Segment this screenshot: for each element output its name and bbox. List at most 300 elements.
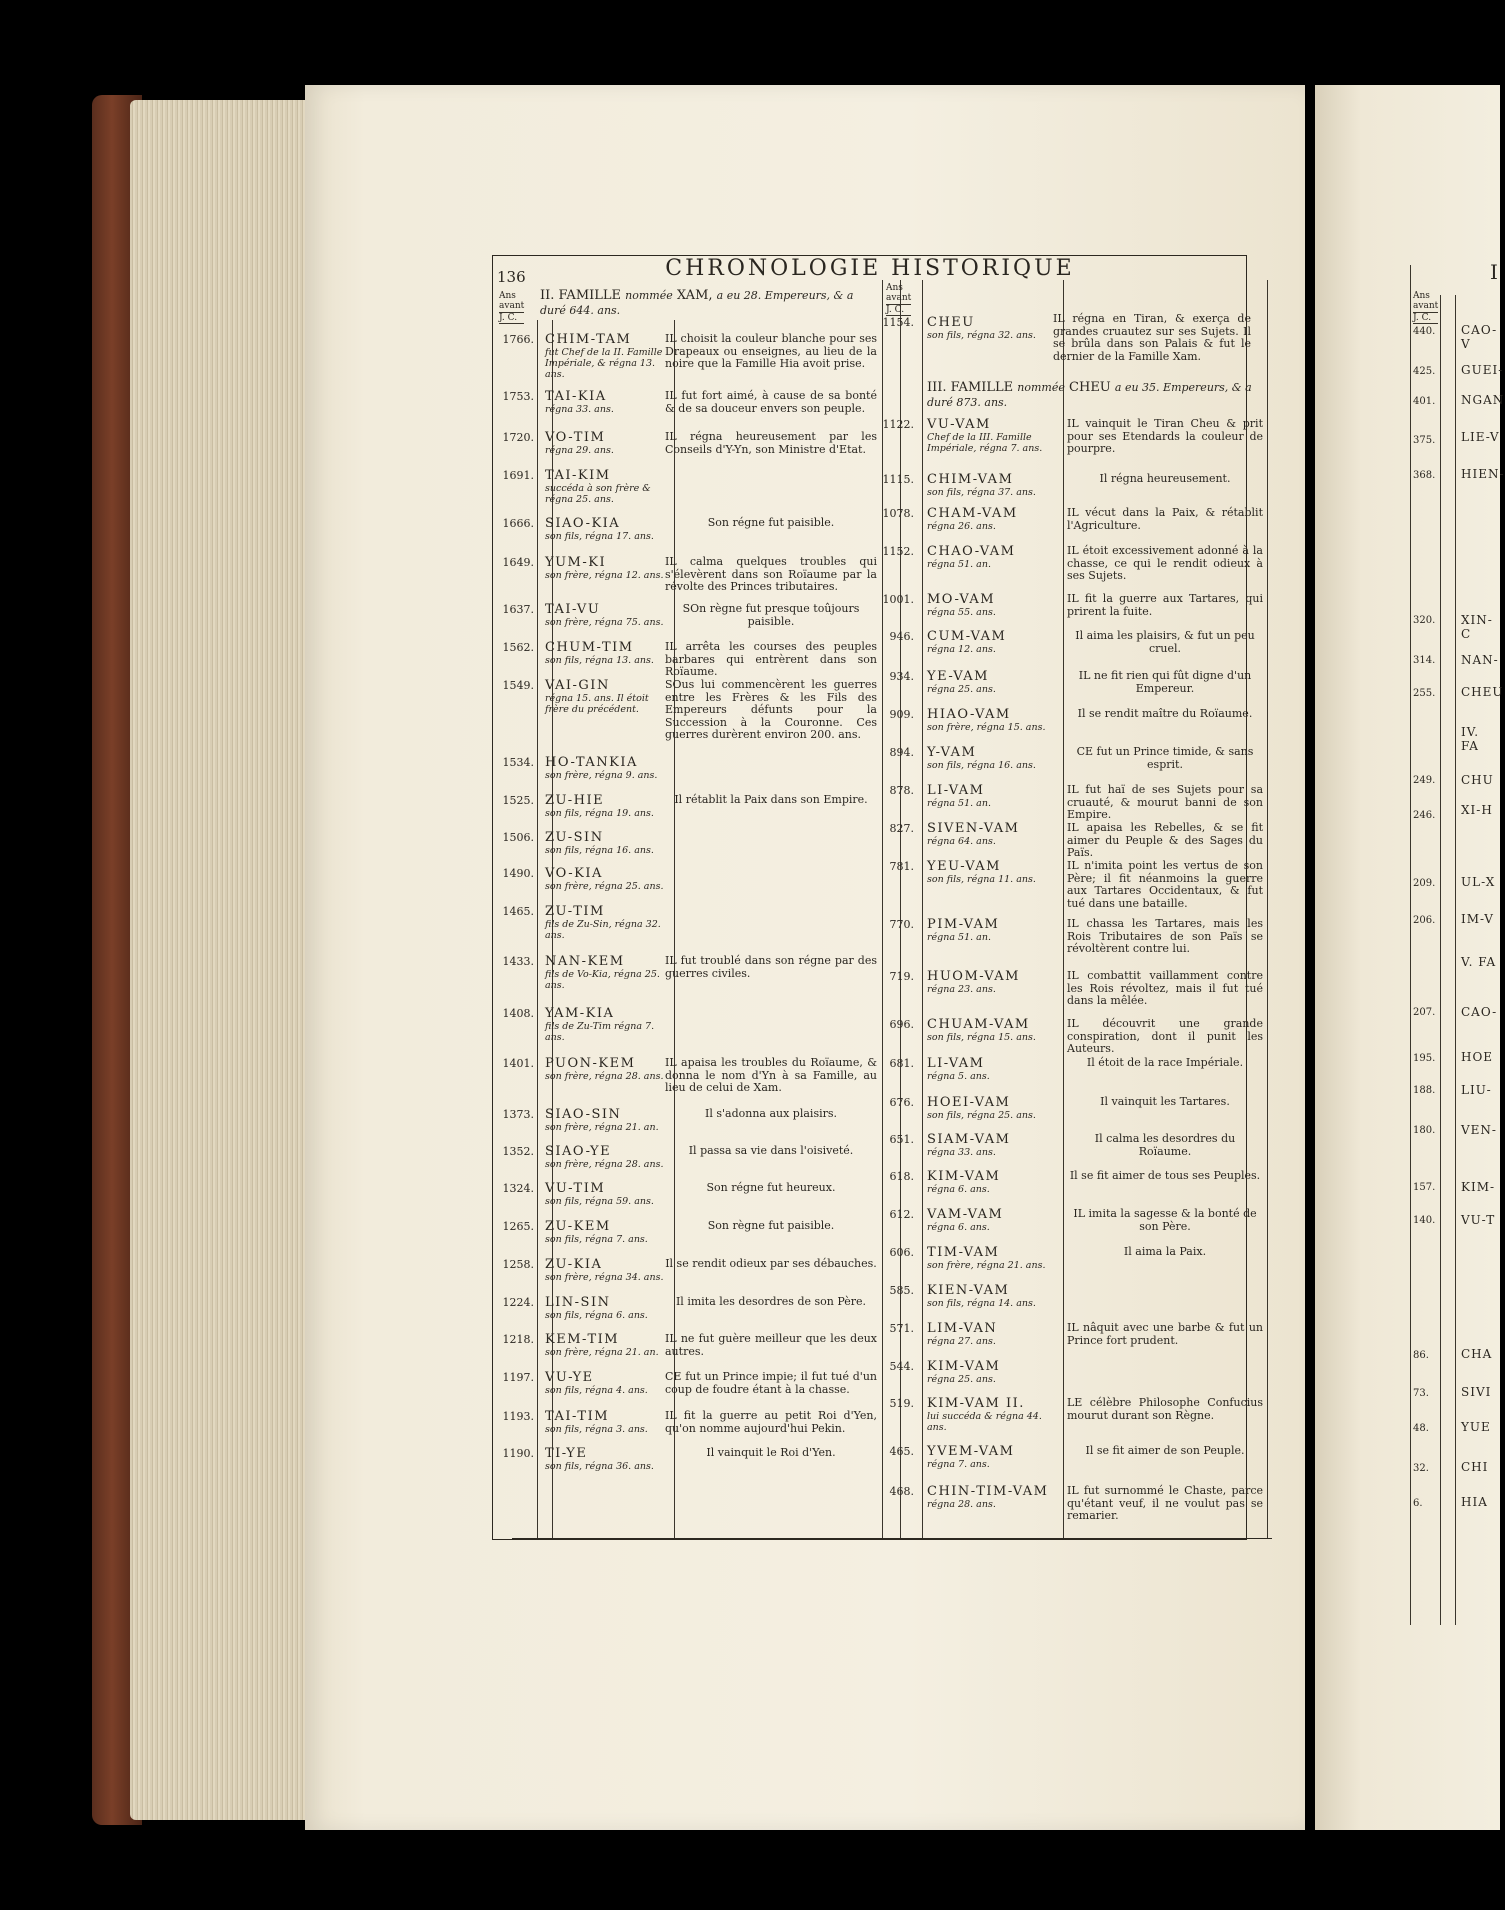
- entry-name-block: [927, 593, 1062, 618]
- entry-name: LI-VAM: [927, 783, 985, 798]
- facing-year: 314.: [1413, 655, 1436, 666]
- entry-reign: son frère, régna 75. ans.: [545, 617, 664, 628]
- entry-year: 1666.: [502, 517, 534, 530]
- entry-text: IL apaisa les troubles du Roïaume, & donna le nom d'Yn à sa Famille, au lieu de celui de Xam.: [665, 1056, 877, 1094]
- entry-year: 1193.: [502, 1410, 534, 1423]
- entry-name: VU-YE: [545, 1370, 594, 1385]
- entry-name-block: [927, 473, 1062, 498]
- entry-reign: son fils, régna 11. ans.: [927, 874, 1036, 885]
- entry-name-block: [545, 469, 673, 505]
- entry-name-block: [927, 746, 1062, 771]
- entry-name: CHAO-VAM: [927, 544, 1016, 559]
- facing-name: CHA: [1461, 1347, 1493, 1361]
- facing-year: 6.: [1413, 1498, 1423, 1509]
- facing-name: CAO-: [1461, 1005, 1498, 1019]
- right-col-header: [886, 283, 911, 316]
- entry-name: HUOM-VAM: [927, 969, 1020, 984]
- entry-text: Il régna heureusement.: [1099, 472, 1231, 485]
- entry-name: TIM-VAM: [927, 1245, 1000, 1260]
- entry-name: CUM-VAM: [927, 629, 1007, 644]
- entry-name-block: [545, 1258, 673, 1283]
- entry-reign: son fils, régna 6. ans.: [545, 1310, 648, 1321]
- entry-name-block: [927, 1284, 1062, 1309]
- entry-name-block: [927, 1360, 1062, 1385]
- entry-year: 1401.: [502, 1057, 534, 1070]
- facing-name: GUEI-: [1461, 363, 1504, 377]
- entry-reign: son fils, régna 15. ans.: [927, 1032, 1036, 1043]
- entry-text: Il calma les desordres du Roïaume.: [1094, 1132, 1236, 1158]
- facing-year: 368.: [1413, 470, 1436, 481]
- entry-reign: régna 64. ans.: [927, 836, 996, 847]
- entry-year: 770.: [889, 918, 914, 931]
- entry-name-block: [545, 1108, 673, 1133]
- entry-name: PUON-KEM: [545, 1056, 636, 1071]
- entry-year: 878.: [889, 784, 914, 797]
- entry-name-block: [545, 1296, 673, 1321]
- entry-reign: régna 33. ans.: [927, 1147, 996, 1158]
- entry-reign: régna 33. ans.: [545, 404, 614, 415]
- entry-name-block: [927, 822, 1062, 847]
- col-header-line1: Ans: [886, 283, 903, 293]
- entry-year: 544.: [889, 1360, 914, 1373]
- entry-year: 1224.: [502, 1296, 534, 1309]
- entry-reign: succéda à son frère & régna 25. ans.: [545, 483, 651, 505]
- family-details: a eu 35. Empereurs, & a duré 873. ans.: [927, 381, 1252, 409]
- entry-name-block: [927, 1096, 1062, 1121]
- entry-year: 1408.: [502, 1007, 534, 1020]
- entry-name-block: [545, 1220, 673, 1245]
- entry-year: 571.: [889, 1322, 914, 1335]
- entry-year: 1352.: [502, 1145, 534, 1158]
- entry-name-block: [927, 1445, 1062, 1470]
- facing-name: IV. FA: [1461, 725, 1480, 753]
- entry-text: Il aima la Paix.: [1123, 1245, 1207, 1258]
- facing-name: YUE: [1461, 1420, 1491, 1434]
- col-header-line1: Ans: [1413, 291, 1430, 301]
- entry-name: VAM-VAM: [927, 1207, 1004, 1222]
- entry-name: VU-TIM: [545, 1181, 606, 1196]
- entry-year: 1549.: [502, 679, 534, 692]
- facing-year: 375.: [1413, 435, 1436, 446]
- facing-name: LIE-V: [1461, 430, 1500, 444]
- entry-year: 1197.: [502, 1371, 534, 1384]
- facing-name: NGAN: [1461, 393, 1505, 407]
- family-name: II. FAMILLE: [540, 288, 622, 303]
- facing-name: XIN-C: [1461, 613, 1493, 641]
- col-header-line3: J. C.: [499, 312, 524, 324]
- family-header-ii: [540, 288, 875, 318]
- entry-name-block: [545, 679, 673, 715]
- facing-header-letter: I: [1490, 260, 1499, 284]
- facing-col-header: [1413, 291, 1438, 324]
- entry-name-block: [927, 1397, 1062, 1433]
- entry-text: IL étoit excessivement adonné à la chasse, ce qui le rendit odieux à ses Sujets.: [1067, 544, 1263, 582]
- entry-year: 1720.: [502, 431, 534, 444]
- facing-page: [1315, 85, 1505, 1830]
- entry-reign: son fils, régna 4. ans.: [545, 1385, 648, 1396]
- entry-name-block: [545, 1333, 673, 1358]
- entry-text: IL fut haï de ses Sujets pour sa cruauté, & mourut banni de son Empire.: [1067, 783, 1263, 821]
- entry-text: IL fut surnommé le Chaste, parce qu'étant veuf, il ne voulut pas se remarier.: [1067, 1484, 1263, 1522]
- entry-name: VAI-GIN: [545, 678, 610, 693]
- page-number: 136: [497, 268, 526, 286]
- entry-name-block: [927, 918, 1062, 943]
- entry-reign: régna 25. ans.: [927, 684, 996, 695]
- entry-name-block: [545, 1182, 673, 1207]
- entry-name: CHAM-VAM: [927, 506, 1018, 521]
- entry-text: IL n'imita point les vertus de son Père; il fit néanmoins la guerre aux Tartares Occidentaux, & fut tué dans une bataille.: [1067, 859, 1263, 910]
- entry-name: YVEM-VAM: [927, 1444, 1015, 1459]
- entry-name: KIM-VAM: [927, 1359, 1001, 1374]
- entry-year: 606.: [889, 1246, 914, 1259]
- facing-year: 48.: [1413, 1423, 1429, 1434]
- entry-text: IL ne fut guère meilleur que les deux autres.: [665, 1332, 877, 1358]
- entry-name-block: [927, 1208, 1062, 1233]
- entry-name: SIAM-VAM: [927, 1132, 1011, 1147]
- page-title: CHRONOLOGIE HISTORIQUE: [665, 256, 1075, 281]
- entry-year: 1506.: [502, 831, 534, 844]
- entry-reign: régna 51. an.: [927, 559, 991, 570]
- entry-name: SIVEN-VAM: [927, 821, 1020, 836]
- entry-text: Il imita les desordres de son Père.: [675, 1295, 867, 1308]
- entry-text: IL régna en Tiran, & exerça de grandes cruautez sur ses Sujets. Il se brûla dans son Palais & fut le dernier de la Famille Xam.: [1053, 312, 1251, 363]
- entry-year: 1490.: [502, 867, 534, 880]
- entry-name: SIAO-SIN: [545, 1107, 622, 1122]
- facing-name: SIVI: [1461, 1385, 1492, 1399]
- entry-year: 827.: [889, 822, 914, 835]
- entry-year: 934.: [889, 670, 914, 683]
- entry-reign: régna 7. ans.: [927, 1459, 990, 1470]
- entry-name: YE-VAM: [927, 669, 989, 684]
- facing-year: 207.: [1413, 1007, 1436, 1018]
- entry-text: Il se fit aimer de son Peuple.: [1085, 1444, 1245, 1457]
- col-header-line2: avant: [886, 293, 912, 303]
- entry-name-block: [927, 507, 1062, 532]
- col-header-line1: Ans: [499, 291, 516, 301]
- entry-year: 1218.: [502, 1333, 534, 1346]
- entry-name-block: [927, 630, 1062, 655]
- entry-name: LIM-VAN: [927, 1321, 998, 1336]
- entry-year: 612.: [889, 1208, 914, 1221]
- entry-name-block: [545, 1371, 673, 1396]
- entry-year: 1525.: [502, 794, 534, 807]
- entry-name-block: [927, 418, 1062, 454]
- facing-name: VEN-: [1461, 1123, 1497, 1137]
- entry-name-block: [545, 794, 673, 819]
- entry-name-block: [545, 641, 673, 666]
- bottom-rule: [512, 1538, 1272, 1539]
- entry-reign: régna 23. ans.: [927, 984, 996, 995]
- entry-name-block: [545, 390, 673, 415]
- entry-name-block: [927, 545, 1062, 570]
- facing-name: HOE: [1461, 1050, 1494, 1064]
- entry-name-block: [545, 955, 673, 991]
- entry-reign: son frère, régna 28. ans.: [545, 1071, 664, 1082]
- entry-name-block: [545, 603, 673, 628]
- facing-year: 249.: [1413, 775, 1436, 786]
- entry-text: IL imita la sagesse & la bonté de son Père.: [1073, 1207, 1257, 1233]
- entry-reign: fils de Vo-Kia, régna 25. ans.: [545, 969, 660, 991]
- facing-col-rule: [1440, 295, 1441, 1625]
- entry-name: KEM-TIM: [545, 1332, 620, 1347]
- entry-text: IL choisit la couleur blanche pour ses Drapeaux ou enseignes, au lieu de la noire que la Famille Hia avoit prise.: [665, 332, 877, 370]
- facing-year: 440.: [1413, 326, 1436, 337]
- entry-name-block: [545, 1145, 673, 1170]
- entry-reign: son frère, régna 12. ans.: [545, 570, 664, 581]
- entry-year: 1373.: [502, 1108, 534, 1121]
- facing-name: LIU-: [1461, 1083, 1492, 1097]
- entry-reign: fils de Zu-Tim régna 7. ans.: [545, 1021, 655, 1043]
- facing-year: 246.: [1413, 810, 1436, 821]
- entry-year: 1154.: [882, 316, 914, 329]
- entry-name: ZU-HIE: [545, 793, 605, 808]
- entry-text: IL vainquit le Tiran Cheu & prit pour ses Etendards la couleur de pourpre.: [1067, 417, 1263, 455]
- entry-name: CHIN-TIM-VAM: [927, 1484, 1049, 1499]
- entry-text: IL fit la guerre au petit Roi d'Yen, qu'on nomme aujourd'hui Pekin.: [665, 1409, 877, 1435]
- entry-reign: son fils, régna 14. ans.: [927, 1298, 1036, 1309]
- entry-name: VO-TIM: [545, 430, 606, 445]
- facing-year: 188.: [1413, 1085, 1436, 1096]
- entry-reign: fils de Zu-Sin, régna 32. ans.: [545, 919, 661, 941]
- facing-year: 401.: [1413, 396, 1436, 407]
- entry-reign: son fils, régna 16. ans.: [545, 845, 654, 856]
- entry-name: NAN-KEM: [545, 954, 625, 969]
- facing-name: KIM-: [1461, 1180, 1496, 1194]
- entry-text: Il s'adonna aux plaisirs.: [704, 1107, 838, 1120]
- entry-year: 909.: [889, 708, 914, 721]
- entry-reign: son fils, régna 19. ans.: [545, 808, 654, 819]
- facing-name: IM-V: [1461, 912, 1494, 926]
- facing-year: 425.: [1413, 366, 1436, 377]
- col-header-line3: J. C.: [886, 304, 911, 316]
- entry-text: Son régne fut paisible.: [707, 516, 835, 529]
- entry-reign: son fils, régna 3. ans.: [545, 1424, 648, 1435]
- col-header-line2: avant: [499, 301, 525, 311]
- entry-reign: son fils, régna 13. ans.: [545, 655, 654, 666]
- entry-name-block: [545, 831, 673, 856]
- facing-name: V. FA: [1461, 955, 1497, 969]
- entry-name: KIEN-VAM: [927, 1283, 1010, 1298]
- entry-name-block: [545, 517, 673, 542]
- entry-year: 1258.: [502, 1258, 534, 1271]
- entry-name-block: [927, 1246, 1062, 1271]
- family-house: CHEU: [1069, 380, 1111, 395]
- entry-name-block: [545, 867, 673, 892]
- facing-year: 86.: [1413, 1350, 1429, 1361]
- entry-name-block: [927, 1018, 1062, 1043]
- facing-year: 206.: [1413, 915, 1436, 926]
- entry-reign: son frère, régna 25. ans.: [545, 881, 664, 892]
- facing-col-rule: [1455, 295, 1456, 1625]
- facing-name: CHU: [1461, 773, 1494, 787]
- entry-reign: régna 29. ans.: [545, 445, 614, 456]
- entry-year: 681.: [889, 1057, 914, 1070]
- facing-year: 32.: [1413, 1463, 1429, 1474]
- facing-year: 195.: [1413, 1053, 1436, 1064]
- entry-name: TAI-KIM: [545, 468, 611, 483]
- entry-name: YEU-VAM: [927, 859, 1001, 874]
- entry-text: IL fut troublé dans son régne par des guerres civiles.: [665, 954, 877, 980]
- entry-text: Il rétablit la Paix dans son Empire.: [674, 793, 868, 806]
- entry-name-block: [927, 1170, 1062, 1195]
- family-house: XAM,: [676, 288, 713, 303]
- entry-text: LE célèbre Philosophe Confucius mourut durant son Règne.: [1067, 1396, 1263, 1422]
- facing-year: 140.: [1413, 1215, 1436, 1226]
- entry-text: Il vainquit le Roi d'Yen.: [706, 1446, 836, 1459]
- entry-reign: régna 15. ans. Il étoit frère du précédent.: [545, 693, 649, 715]
- entry-name-block: [927, 1485, 1062, 1510]
- entry-name: KIM-VAM II.: [927, 1396, 1025, 1411]
- entry-name: ZU-KEM: [545, 1219, 611, 1234]
- left-col-header: [499, 291, 524, 324]
- entry-year: 1001.: [882, 593, 914, 606]
- entry-name: TAI-TIM: [545, 1409, 610, 1424]
- entry-reign: régna 28. ans.: [927, 1499, 996, 1510]
- entry-name-block: [545, 756, 673, 781]
- entry-year: 781.: [889, 860, 914, 873]
- entry-name-block: [545, 1007, 673, 1043]
- col-rule: [922, 280, 923, 1538]
- entry-name: YAM-KIA: [545, 1006, 615, 1021]
- entry-name-block: [927, 784, 1062, 809]
- facing-name: VU-T: [1461, 1213, 1496, 1227]
- entry-text: SOn règne fut presque toûjours paisible.: [682, 602, 860, 628]
- entry-text: Il étoit de la race Impériale.: [1086, 1056, 1244, 1069]
- entry-name: SIAO-YE: [545, 1144, 612, 1159]
- entry-year: 1534.: [502, 756, 534, 769]
- entry-name-block: [545, 1447, 673, 1472]
- entry-name: MO-VAM: [927, 592, 996, 607]
- entry-text: IL calma quelques troubles qui s'élevèrent dans son Roïaume par la révolte des Princes tributaires.: [665, 555, 877, 593]
- entry-name: VO-KIA: [545, 866, 603, 881]
- entry-text: Il se fit aimer de tous ses Peuples.: [1069, 1169, 1261, 1182]
- entry-name: VU-VAM: [927, 417, 991, 432]
- entry-text: IL découvrit une grande conspiration, dont il punit les Auteurs.: [1067, 1017, 1263, 1055]
- family-name: III. FAMILLE: [927, 380, 1014, 395]
- entry-year: 1115.: [882, 473, 914, 486]
- entry-name: ZU-TIM: [545, 904, 605, 919]
- entry-name: TAI-KIA: [545, 389, 607, 404]
- entry-year: 651.: [889, 1133, 914, 1146]
- entry-text: IL fit la guerre aux Tartares, qui prirent la fuite.: [1067, 592, 1263, 618]
- entry-name-block: [545, 333, 673, 380]
- entry-year: 585.: [889, 1284, 914, 1297]
- col-rule: [900, 280, 901, 1538]
- entry-name: ZU-SIN: [545, 830, 604, 845]
- facing-year: 255.: [1413, 688, 1436, 699]
- facing-name: CHI: [1461, 1460, 1489, 1474]
- entry-reign: régna 26. ans.: [927, 521, 996, 532]
- family-nommee: nommée: [625, 289, 673, 302]
- entry-reign: son frère, régna 9. ans.: [545, 770, 658, 781]
- entry-year: 894.: [889, 746, 914, 759]
- entry-reign: lui succéda & régna 44. ans.: [927, 1411, 1042, 1433]
- entry-year: 468.: [889, 1485, 914, 1498]
- facing-name: CHEU: [1461, 685, 1504, 699]
- entry-year: 1324.: [502, 1182, 534, 1195]
- facing-name: CAO-V: [1461, 323, 1498, 351]
- entry-name-block: [545, 431, 673, 456]
- entry-year: 1691.: [502, 469, 534, 482]
- entry-year: 465.: [889, 1445, 914, 1458]
- entry-text: IL vécut dans la Paix, & rétablit l'Agriculture.: [1067, 506, 1263, 532]
- facing-name: HIA: [1461, 1495, 1488, 1509]
- facing-year: 209.: [1413, 878, 1436, 889]
- entry-text: Il vainquit les Tartares.: [1100, 1095, 1230, 1108]
- page-edges: [130, 100, 315, 1820]
- entry-text: IL arrêta les courses des peuples barbares qui entrèrent dans son Roïaume.: [665, 640, 877, 678]
- family-header-iii: [927, 380, 1252, 410]
- entry-name-block: [545, 556, 673, 581]
- entry-name: YUM-KI: [545, 555, 607, 570]
- entry-text: CE fut un Prince impie; il fut tué d'un coup de foudre étant à la chasse.: [665, 1370, 877, 1396]
- entry-text: IL fut fort aimé, à cause de sa bonté & de sa douceur envers son peuple.: [665, 389, 877, 415]
- entry-name: SIAO-KIA: [545, 516, 621, 531]
- entry-name-block: [927, 1057, 1062, 1082]
- entry-name: CHEU: [927, 315, 975, 330]
- entry-name: KIM-VAM: [927, 1169, 1001, 1184]
- entry-name: CHIM-TAM: [545, 332, 632, 347]
- entry-text: Il se rendit odieux par ses débauches.: [665, 1257, 877, 1270]
- entry-text: IL nâquit avec une barbe & fut un Prince fort prudent.: [1067, 1321, 1263, 1347]
- entry-name: LIN-SIN: [545, 1295, 611, 1310]
- entry-text: IL apaisa les Rebelles, & se fit aimer du Peuple & des Sages du Païs.: [1067, 821, 1263, 859]
- entry-reign: régna 12. ans.: [927, 644, 996, 655]
- facing-year: 73.: [1413, 1388, 1429, 1399]
- entry-reign: Chef de la III. Famille Impériale, régna 7. ans.: [927, 432, 1043, 454]
- entry-name: Y-VAM: [927, 745, 977, 760]
- entry-name: HOEI-VAM: [927, 1095, 1011, 1110]
- entry-year: 1766.: [502, 333, 534, 346]
- entry-reign: régna 5. ans.: [927, 1071, 990, 1082]
- entry-year: 719.: [889, 970, 914, 983]
- entry-year: 1753.: [502, 390, 534, 403]
- entry-reign: régna 6. ans.: [927, 1184, 990, 1195]
- entry-reign: son frère, régna 15. ans.: [927, 722, 1046, 733]
- entry-name: HO-TANKIA: [545, 755, 638, 770]
- entry-text: Il se rendit maître du Roïaume.: [1077, 707, 1253, 720]
- entry-reign: son fils, régna 36. ans.: [545, 1461, 654, 1472]
- entry-name: TI-YE: [545, 1446, 588, 1461]
- entry-year: 1122.: [882, 418, 914, 431]
- entry-reign: son frère, régna 21. an.: [545, 1122, 659, 1133]
- entry-year: 1562.: [502, 641, 534, 654]
- entry-reign: régna 25. ans.: [927, 1374, 996, 1385]
- col-rule: [1063, 280, 1064, 1538]
- entry-name: CHUM-TIM: [545, 640, 634, 655]
- family-details: a eu 28. Empereurs, & a duré 644. ans.: [540, 289, 854, 317]
- entry-name: ZU-KIA: [545, 1257, 603, 1272]
- entry-year: 1649.: [502, 556, 534, 569]
- facing-year: 320.: [1413, 615, 1436, 626]
- entry-year: 946.: [889, 630, 914, 643]
- entry-reign: régna 6. ans.: [927, 1222, 990, 1233]
- entry-reign: fut Chef de la II. Famille Impériale, & régna 13. ans.: [545, 347, 663, 380]
- entry-year: 676.: [889, 1096, 914, 1109]
- entry-text: IL régna heureusement par les Conseils d'Y-Yn, son Ministre d'Etat.: [665, 430, 877, 456]
- entry-name-block: [545, 1410, 673, 1435]
- entry-name-block: [927, 1322, 1062, 1347]
- entry-reign: régna 55. ans.: [927, 607, 996, 618]
- facing-frame-rule: [1410, 265, 1411, 1625]
- entry-text: IL combattit vaillamment contre les Rois révoltez, mais il fut tué dans la mêlée.: [1067, 969, 1263, 1007]
- entry-text: Il aima les plaisirs, & fut un peu cruel.: [1075, 629, 1255, 655]
- entry-text: Il passa sa vie dans l'oisiveté.: [688, 1144, 854, 1157]
- entry-reign: son frère, régna 21. an.: [545, 1347, 659, 1358]
- col-rule: [1267, 280, 1268, 1538]
- entry-reign: son frère, régna 28. ans.: [545, 1159, 664, 1170]
- entry-text: CE fut un Prince timide, & sans esprit.: [1076, 745, 1254, 771]
